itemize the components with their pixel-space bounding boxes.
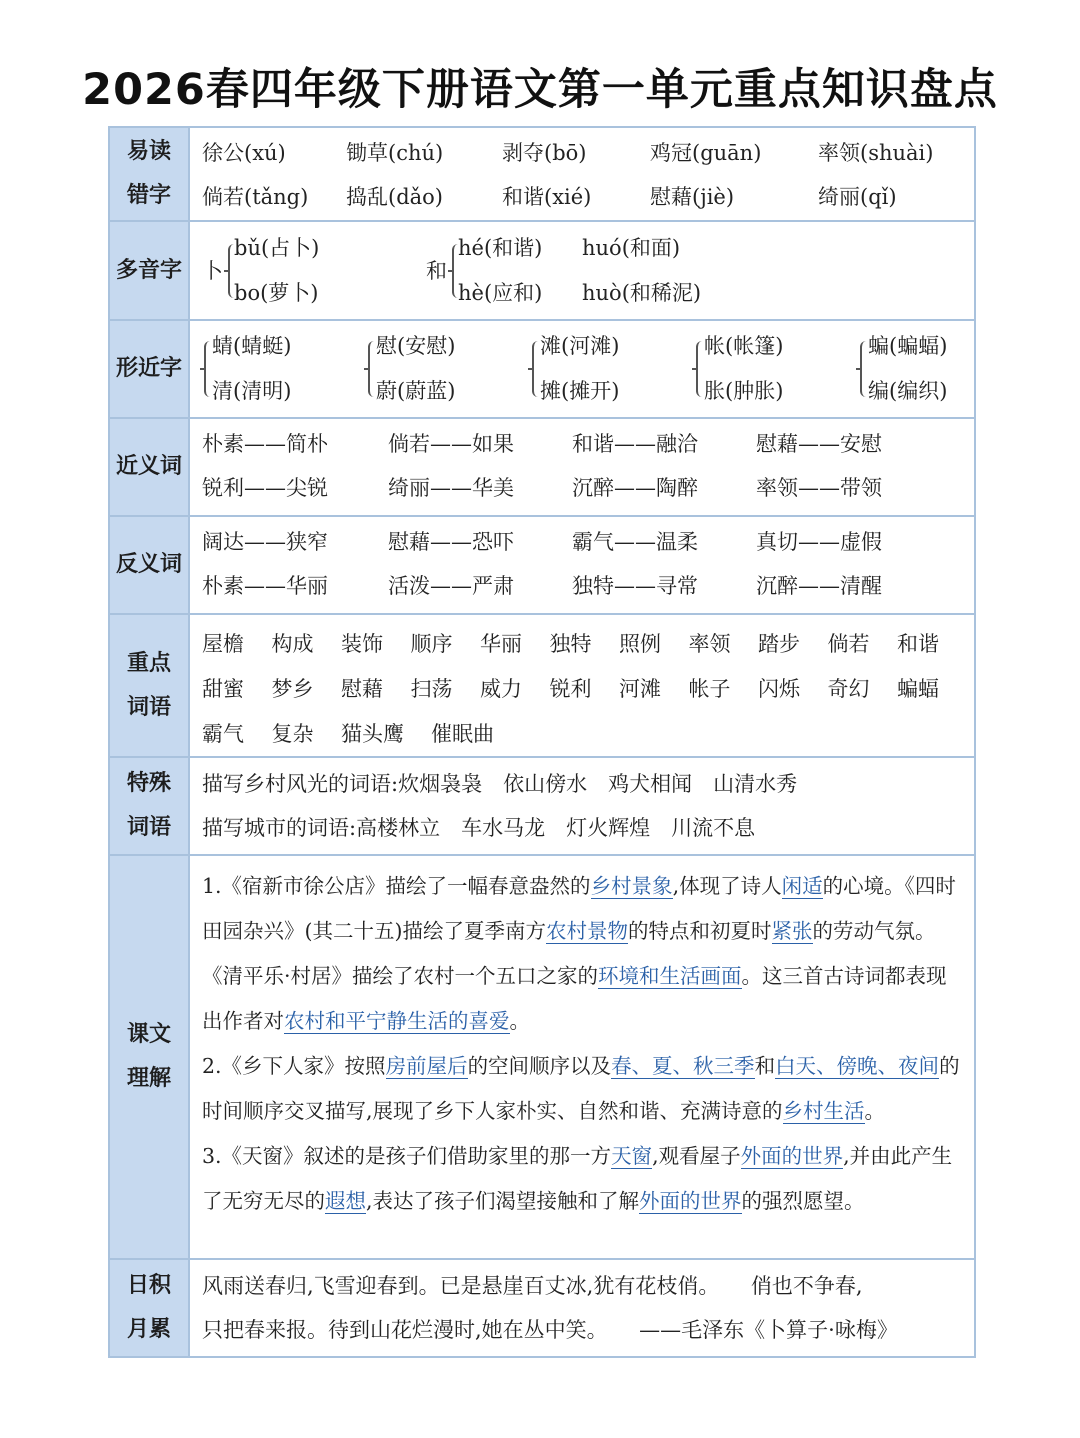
key-word: 帐子 [688, 677, 731, 701]
knowledge-table [108, 126, 976, 1358]
key-word: 奇幻 [827, 677, 870, 701]
similar-char-item: 清(清明) [212, 379, 292, 403]
key-word: 慰藉 [341, 677, 383, 701]
similar-char-item: 滩(河滩) [540, 334, 620, 358]
word-line [190, 175, 974, 219]
word-pair: 朴素——华丽 [202, 574, 328, 598]
special-words-line: 描写城市的词语:高楼林立 车水马龙 灯火辉煌 川流不息 [202, 816, 756, 840]
header-text: 日积 [126, 1273, 171, 1298]
word-pair: 率领——带领 [756, 476, 882, 500]
word-item: 绮丽(qǐ) [818, 185, 897, 209]
key-word: 猫头鹰 [341, 722, 404, 746]
similar-char-item: 帐(帐篷) [704, 334, 784, 358]
word-pair: 活泼——严肃 [388, 574, 514, 598]
text-run: ,并由此产生了无穷无尽的 [202, 1144, 953, 1213]
word-item: 和谐(xié) [502, 185, 592, 209]
text-run: ,表达了孩子们渴望接触和了解 [366, 1189, 640, 1213]
key-word: 蝙蝠 [897, 677, 939, 701]
header-text: 易读 [126, 139, 171, 164]
word-line [202, 667, 974, 712]
similar-char-item: 摊(摊开) [540, 379, 620, 403]
header-text: 错字 [126, 183, 171, 208]
similar-char-item: 蝙(蝙蝠) [868, 334, 948, 358]
row-polyphones [110, 220, 974, 319]
word-pair: 慰藉——恐吓 [388, 530, 514, 554]
header-text: 理解 [126, 1066, 171, 1091]
row-easy-misread [110, 128, 974, 220]
text-run: 3.《天窗》叙述的是孩子们借助家里的那一方 [202, 1144, 612, 1168]
text-run: 。 [509, 1009, 530, 1033]
row-header [110, 615, 190, 756]
brace-icon [532, 341, 540, 397]
row-header [110, 321, 190, 417]
similar-char-item: 胀(肿胀) [704, 379, 784, 403]
reading-item: huò(和稀泥) [582, 281, 702, 305]
word-line [190, 422, 974, 466]
key-word: 和谐 [897, 632, 939, 656]
special-words-line: 描写乡村风光的词语:炊烟袅袅 依山傍水 鸡犬相闻 山清水秀 [202, 772, 798, 796]
row-key-words [110, 613, 974, 756]
highlight-keyword: 天窗 [611, 1144, 653, 1168]
highlight-keyword: 外面的世界 [639, 1189, 742, 1213]
row-header [110, 419, 190, 515]
word-pair: 锐利——尖锐 [202, 476, 328, 500]
text-run: ,体现了诗人 [672, 874, 782, 898]
key-word: 甜蜜 [202, 677, 244, 701]
row-header [110, 517, 190, 613]
word-pair: 和谐——融洽 [572, 432, 698, 456]
reading-item: bǔ(占卜) [234, 236, 320, 260]
understanding-paragraph-3 [202, 1134, 962, 1224]
word-item: 慰藉(jiè) [650, 185, 735, 209]
word-item: 徐公(xú) [202, 141, 286, 165]
row-header [110, 128, 190, 220]
text-run: 的心境。《四时田园杂兴》(其二十五)描绘了夏季南方 [202, 874, 956, 943]
highlight-keyword: 白天、傍晚、夜间 [775, 1054, 940, 1078]
polyphone-char: 和 [426, 259, 447, 283]
row-antonyms [110, 515, 974, 613]
similar-char-item: 蜻(蜻蜓) [212, 334, 292, 358]
key-word: 闪烁 [758, 677, 800, 701]
highlight-keyword: 紧张 [771, 919, 813, 943]
text-run: ,观看屋子 [652, 1144, 741, 1168]
highlight-keyword: 农村和平宁静生活的喜爱 [284, 1009, 510, 1033]
word-line [202, 712, 974, 757]
text-run: 和 [754, 1054, 776, 1078]
row-daily-accumulation [110, 1258, 974, 1356]
highlight-keyword: 环境和生活画面 [598, 964, 742, 988]
word-line [202, 622, 974, 667]
word-pair: 阔达——狭窄 [202, 530, 328, 554]
word-item: 倘若(tǎng) [202, 185, 309, 209]
text-run: 的劳动气氛。《清平乐·村居》描绘了农村一个五口之家的 [202, 919, 936, 988]
word-item: 鸡冠(guān) [650, 141, 762, 165]
key-word: 装饰 [341, 632, 383, 656]
key-word: 霸气 [202, 722, 244, 746]
word-item: 率领(shuài) [818, 141, 934, 165]
key-word: 顺序 [410, 632, 453, 656]
understanding-paragraph-2 [202, 1044, 962, 1134]
key-word: 华丽 [480, 632, 522, 656]
row-header [110, 222, 190, 319]
reading-item: hè(应和) [458, 281, 543, 305]
row-header [110, 758, 190, 854]
key-word: 锐利 [549, 677, 592, 701]
row-header [110, 1260, 190, 1356]
header-text: 近义词 [115, 454, 182, 479]
row-similar-chars [110, 319, 974, 417]
word-pair: 沉醉——清醒 [756, 574, 882, 598]
word-item: 捣乱(dǎo) [346, 185, 443, 209]
similar-char-item: 蔚(蔚蓝) [376, 379, 456, 403]
word-line [190, 466, 974, 510]
key-word: 构成 [271, 632, 314, 656]
row-body [190, 856, 974, 1258]
text-run: 的特点和初夏时 [628, 919, 772, 943]
key-word: 倘若 [827, 632, 870, 656]
key-word: 踏步 [758, 632, 800, 656]
highlight-keyword: 外面的世界 [740, 1144, 844, 1168]
highlight-keyword: 乡村景象 [590, 874, 673, 898]
row-body [190, 615, 974, 756]
row-body [190, 128, 974, 220]
highlight-keyword: 闲适 [781, 874, 823, 898]
row-body [190, 758, 974, 854]
header-text: 反义词 [115, 552, 182, 577]
brace-icon [368, 341, 376, 397]
word-line [190, 131, 974, 175]
key-word: 照例 [619, 632, 661, 656]
key-word: 复杂 [271, 722, 314, 746]
row-header [110, 856, 190, 1258]
highlight-keyword: 遐想 [325, 1189, 366, 1213]
text-run: 的强烈愿望。 [741, 1189, 865, 1213]
key-word: 扫荡 [410, 677, 453, 701]
row-body [190, 1260, 974, 1356]
highlight-keyword: 房前屋后 [385, 1054, 468, 1078]
understanding-paragraph-1 [202, 864, 962, 1044]
key-word: 独特 [549, 632, 592, 656]
word-pair: 慰藉——安慰 [756, 432, 882, 456]
header-text: 词语 [126, 815, 171, 840]
brace-icon [204, 341, 212, 397]
brace-icon [696, 341, 704, 397]
header-text: 课文 [126, 1022, 171, 1047]
text-run: 。 [864, 1099, 886, 1123]
highlight-keyword: 乡村生活 [782, 1099, 865, 1123]
row-synonyms [110, 417, 974, 515]
text-run: 的空间顺序以及 [467, 1054, 612, 1078]
text-run: 2.《乡下人家》按照 [202, 1054, 386, 1078]
key-word: 威力 [480, 677, 522, 701]
brace-icon [860, 341, 868, 397]
highlight-keyword: 农村景物 [546, 919, 628, 943]
word-pair: 真切——虚假 [756, 530, 882, 554]
word-item: 锄草(chú) [346, 141, 444, 165]
poem-line: 风雨送春归,飞雪迎春到。已是悬崖百丈冰,犹有花枝俏。 俏也不争春, [202, 1274, 863, 1298]
word-pair: 倘若——如果 [388, 432, 514, 456]
header-text: 重点 [126, 650, 171, 676]
text-run: 。这三首古诗词都表现出作者对 [202, 964, 947, 1033]
text-run: 1.《宿新市徐公店》描绘了一幅春意盎然的 [202, 874, 591, 898]
key-word: 河滩 [619, 677, 661, 701]
highlight-keyword: 春、夏、秋三季 [611, 1054, 755, 1078]
header-text: 多音字 [115, 257, 182, 283]
polyphone-char: 卜 [202, 259, 223, 283]
word-pair: 沉醉——陶醉 [572, 476, 698, 500]
key-word: 催眠曲 [431, 722, 494, 746]
similar-char-item: 慰(安慰) [376, 334, 456, 358]
row-body [190, 222, 974, 319]
reading-item: bo(萝卜) [234, 281, 319, 305]
reading-item: huó(和面) [582, 236, 681, 260]
key-word: 率领 [688, 632, 731, 656]
word-pair: 绮丽——华美 [388, 476, 514, 500]
word-line [190, 564, 974, 608]
key-word: 梦乡 [271, 677, 314, 701]
row-body [190, 517, 974, 613]
word-pair: 独特——寻常 [572, 574, 698, 598]
header-text: 词语 [126, 694, 171, 720]
key-word: 屋檐 [202, 632, 244, 656]
row-body [190, 419, 974, 515]
header-text: 月累 [126, 1317, 171, 1342]
word-pair: 朴素——简朴 [202, 432, 328, 456]
word-line [190, 520, 974, 564]
header-text: 形近字 [115, 356, 182, 381]
page-title: 2026春四年级下册语文第一单元重点知识盘点 [82, 65, 998, 115]
reading-item: hé(和谐) [458, 236, 543, 260]
word-pair: 霸气——温柔 [572, 530, 698, 554]
similar-char-item: 编(编织) [868, 379, 948, 403]
row-special-words [110, 756, 974, 854]
text-run: 的时间顺序交叉描写,展现了乡下人家朴实、自然和谐、充满诗意的 [202, 1054, 960, 1123]
row-body [190, 321, 974, 417]
word-item: 剥夺(bō) [502, 141, 587, 165]
poem-line: 只把春来报。待到山花烂漫时,她在丛中笑。 ——毛泽东《卜算子·咏梅》 [202, 1318, 898, 1342]
header-text: 特殊 [126, 771, 171, 796]
row-text-understanding [110, 854, 974, 1258]
